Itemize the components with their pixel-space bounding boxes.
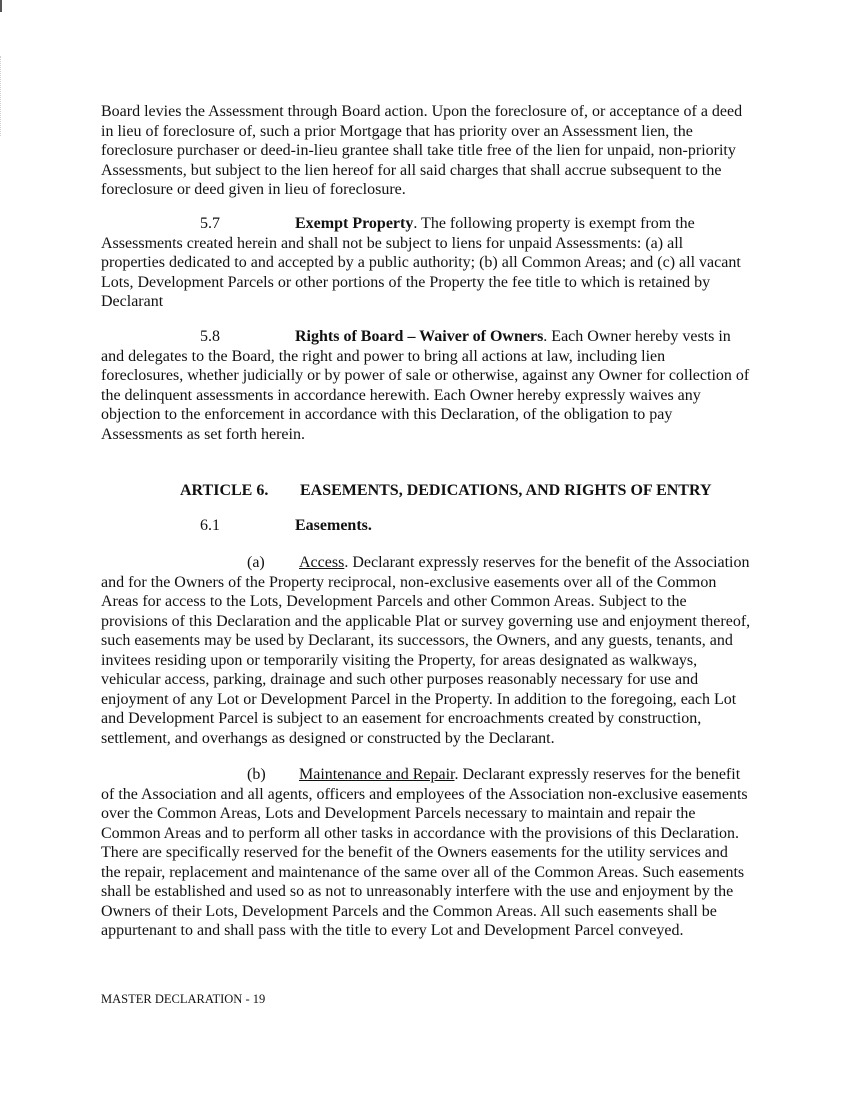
page-footer: MASTER DECLARATION - 19 <box>101 992 266 1006</box>
subsection-a <box>101 553 751 748</box>
article-title: EASEMENTS, DEDICATIONS, AND RIGHTS OF ENTRY <box>300 482 712 499</box>
section-title-punct: . <box>367 517 372 534</box>
subsection-letter: (a) <box>247 554 265 571</box>
article-heading <box>180 481 712 501</box>
section-body: . The following property is exempt from the Assessments created herein and shall not be subject to liens for unpaid Assessments: (a) all properties dedicated to and accepted by a public authority; (b) all Common Areas; and (c) all vacant Lots, Development Parcels or other portions of the Property the fee title to which is retained by Declarant <box>101 215 741 310</box>
section-title: Exempt Property <box>295 215 414 232</box>
subsection-b <box>101 765 751 941</box>
subsection-title: Access <box>299 554 345 571</box>
section-title: Rights of Board – Waiver of Owners <box>295 328 544 345</box>
paragraph-continuation: Board levies the Assessment through Board action. Upon the foreclosure of, or acceptance of a deed in lieu of foreclosure of, such a prior Mortgage that has priority over an Assessment lien, the foreclosure purchaser or deed-in-lieu grantee shall take title free of the lien for unpaid, non-priority Assessments, but subject to the lien hereof for all said charges that shall accrue subsequent to the foreclosure or deed given in lieu of foreclosure. <box>101 103 743 198</box>
section-number: 5.7 <box>200 215 220 232</box>
subsection-body: . Declarant expressly reserves for the benefit of the Association and all agents, officers and employees of the Association non-exclusive easements over the Common Areas, Lots and Development Parcels necessary to maintain and repair the Common Areas and to perform all other tasks in accordance with the provisions of this Declaration. There are specifically reserved for the benefit of the Owners easements for the utility services and the repair, replacement and maintenance of the same over all of the Common Areas. Such easements shall be established and used so as not to unreasonably interfere with the use and enjoyment by the Owners of their Lots, Development Parcels and the Common Areas. All such easements shall be appurtenant to and shall pass with the title to every Lot and Development Parcel conveyed. <box>101 766 748 939</box>
section-5-7 <box>101 214 751 312</box>
article-label: ARTICLE 6. <box>180 482 269 499</box>
section-number: 6.1 <box>200 517 220 534</box>
section-body: . Each Owner hereby vests in and delegates to the Board, the right and power to bring all actions at law, including lien foreclosures, whether judicially or by power of sale or otherwise, against any Owner for collection of the delinquent assessments in accordance herewith. Each Owner hereby expressly waives any objection to the enforcement in accordance with this Declaration, of the obligation to pay Assessments as set forth herein. <box>101 328 750 443</box>
scan-edge-specks <box>0 56 3 136</box>
subsection-body: . Declarant expressly reserves for the benefit of the Association and for the Owners of the Property reciprocal, non-exclusive easements over all of the Common Areas for access to the Lots, Development Parcels and other Common Areas. Subject to the provisions of this Declaration and the applicable Plat or survey governing use and enjoyment thereof, such easements may be used by Declarant, its successors, the Owners, and any guests, tenants, and invitees residing upon or temporarily visiting the Property, for areas designated as walkways, vehicular access, parking, drainage and such other purposes reasonably necessary for use and enjoyment of any Lot or Development Parcel in the Property. In addition to the foregoing, each Lot and Development Parcel is subject to an easement for encroachments created by construction, settlement, and overhangs as designed or constructed by the Declarant. <box>101 554 751 747</box>
subsection-letter: (b) <box>247 766 266 783</box>
scan-edge-mark <box>0 0 2 12</box>
subsection-title: Maintenance and Repair <box>299 766 455 783</box>
section-6-1-heading <box>200 516 372 536</box>
section-5-8 <box>101 327 751 444</box>
section-number: 5.8 <box>200 328 220 345</box>
section-title: Easements <box>295 517 368 534</box>
